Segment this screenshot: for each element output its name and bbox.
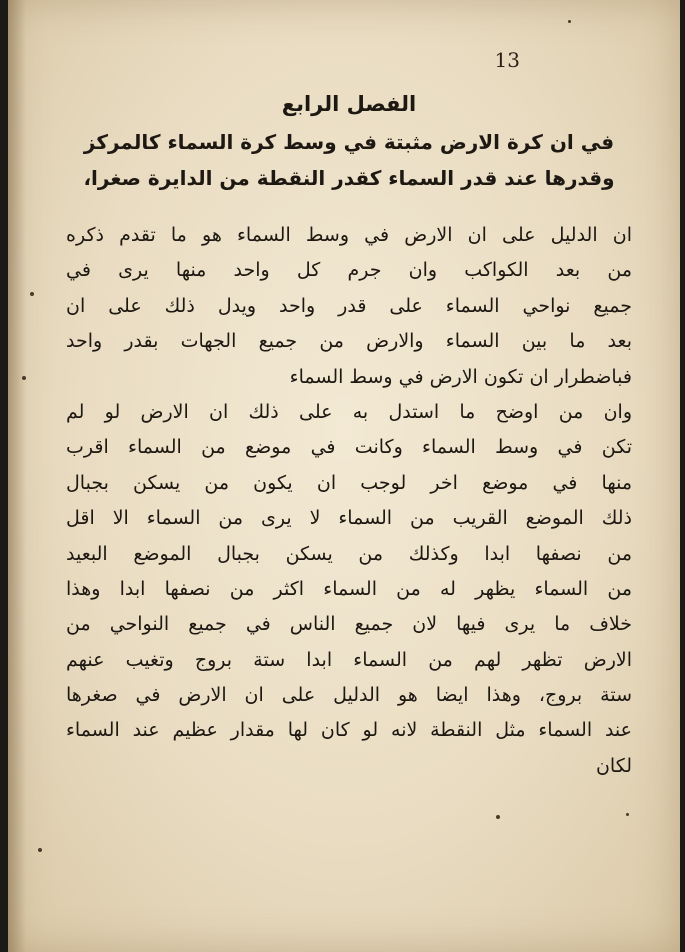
body-line: من بعد الكواكب وان جرم كل واحد منها يرى في	[66, 259, 632, 282]
heading-line: وقدرها عند قدر السماء كقدر النقطة من الدايرة صغرا،	[83, 166, 615, 190]
paper-speck	[626, 813, 629, 816]
body-line: من نصفها ابدا وكذلك من يسكن بجبال الموضع البعيد	[66, 542, 632, 565]
body-line: عند السماء مثل النقطة لانه لو كان لها مقدار عظيم عند السماء	[66, 719, 632, 742]
body-line: الارض تظهر لهم من السماء ابدا ستة بروج وتغيب عنهم	[66, 648, 632, 671]
body-line: جميع نواحي السماء على قدر واحد ويدل ذلك على ان	[66, 294, 632, 317]
manuscript-page	[8, 0, 680, 952]
body-line: وان من اوضح ما استدل به على ذلك ان الارض لو لم	[66, 400, 632, 423]
body-line: ان الدليل على ان الارض في وسط السماء هو ما تقدم ذكره	[66, 224, 632, 246]
heading-line: في ان كرة الارض مثبتة في وسط كرة السماء كالمركز	[83, 130, 615, 154]
body-line: من السماء يظهر له من السماء اكثر من نصفها ابدا وهذا	[66, 577, 632, 600]
body-line: ذلك الموضع القريب من السماء لا يرى من السماء الا اقل	[66, 507, 632, 530]
paper-speck	[22, 376, 26, 380]
body-line: لكان	[595, 754, 632, 777]
paper-speck	[38, 848, 42, 852]
body-line: ستة بروج، وهذا ايضا هو الدليل على ان الارض في صغرها	[66, 684, 632, 707]
body-line: خلاف ما يرى فيها لان جميع الناس في جميع النواحي من	[66, 613, 632, 636]
page-spine-shadow	[8, 0, 26, 952]
text-block	[66, 84, 632, 784]
paper-speck	[568, 20, 571, 23]
spacer	[66, 196, 632, 218]
body-line: تكن في وسط السماء وكانت في موضع من السماء اقرب	[66, 436, 632, 459]
body-line: منها في موضع اخر لوجب ان يكون من يسكن بجبال	[66, 471, 632, 494]
paper-speck	[496, 815, 500, 819]
page-number: 13	[494, 48, 520, 72]
body-line: فباضطرار ان تكون الارض في وسط السماء	[289, 365, 632, 388]
chapter-title: الفصل الرابع	[281, 92, 417, 116]
paper-speck	[30, 292, 34, 296]
body-line: بعد ما بين السماء والارض من جميع الجهات بقدر واحد	[66, 330, 632, 353]
